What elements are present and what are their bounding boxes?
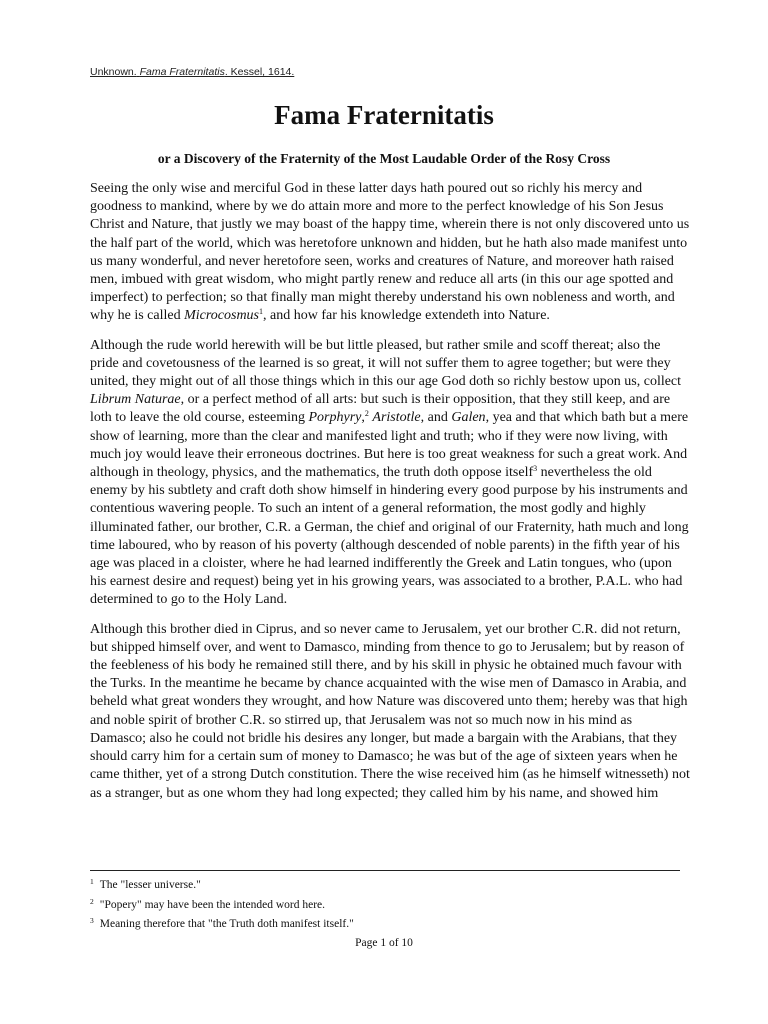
footnote-number: 2 (90, 896, 94, 906)
source-title: Fama Fraternitatis (139, 66, 225, 78)
footnote-number: 1 (90, 877, 94, 886)
source-author: Unknown. (90, 66, 137, 78)
document-subtitle: or a Discovery of the Fraternity of the Most Laudable Order of the Rosy Cross (157, 151, 611, 166)
name-aristotle: Aristotle (372, 410, 421, 426)
footnote-1 (90, 876, 690, 896)
footnote-text: The "lesser universe." (99, 879, 201, 891)
footnote-text: "Popery" may have been the intended word here. (99, 898, 326, 911)
paragraph-2: Although the rude world herewith will be but little pleased, but rather smile and scoff thereat; also the pride and covetousness of the learned is so great, it will not suffer them to agree together; but were they united, they might out of all those things which in this our age God doth so richly bestow upon us, collect Librum Naturae, or a perfect method of all arts: but such is their opposition, that they still keep, and are loth to leave the old course, esteeming Porphyry,$^2$ Aristotle, and Galen, yea and that which bath but a mere show of learning, more than the clear and manifested light and truth; who if they were now living, with much joy would leave their erroneous doctrines. But here is too great weakness for such a great work. And although in theology, physics, and the mathematics, the truth doth oppose itself$^3$ nevertheless the old enemy by his subtlety and craft doth show himself in hindering every good purpose by his instruments and contentious wavering people. To such an intent of a general reformation, the most godly and highly illuminated father, our brother, C.R. a German, the chief and original of our Fraternity, hath much and long time laboured, who by reason of his poverty (although descended of noble parents) in the fifth year of his age was placed in a cloister, where he had learned indifferently the Greek and Latin tongues, who (upon his earnest desire and request) being yet in his growing years, was associated to a brother, P.A.L. who had determined to go to the Holy Land. (90, 337, 689, 608)
footnote-ref-2[interactable]: 2 (364, 409, 369, 419)
document-title: Fama Fraternitatis (274, 100, 494, 130)
footnotes (90, 876, 690, 935)
page-number: Page 1 of 10 (355, 937, 413, 949)
term-microcosmus: Microcosmus (184, 308, 260, 324)
footnote-3 (90, 915, 690, 935)
source-publication: . Kessel, 1614. (224, 66, 295, 78)
document-body (90, 180, 690, 814)
source-citation (90, 66, 294, 78)
footnote-ref-3[interactable]: 3 (533, 464, 538, 474)
footnote-ref-1[interactable]: 1 (259, 307, 264, 317)
name-galen: Galen (451, 410, 486, 426)
footnote-divider (90, 870, 680, 871)
paragraph-3: Although this brother died in Ciprus, and so never came to Jerusalem, yet our brother C.R. did not return, but shipped himself over, and went to Damasco, minding from thence to go to Jerusalem; but by reason of the feebleness of his body he remained still there, and by his skill in physic he obtained much favour with the Turks. In the meantime he became by chance acquainted with the wise men of Damasco in Arabia, and beheld what great wonders they wrought, and how Nature was discovered unto them; hereby was that high and noble spirit of brother C.R. so stirred up, that Jerusalem was not so much now in his mind as Damasco; also he could not bridle his desires any longer, but made a bargain with the Arabians, that they should carry him for a certain sum of money to Damasco; he was but of the age of sixteen years when he came thither, yet of a strong Dutch constitution. There the wise received him (as he himself witnesseth) not as a stranger, but as one whom they had long expected; they called him by his name, and showed him (90, 621, 690, 801)
footnote-number: 3 (90, 916, 94, 925)
footnote-2 (90, 896, 690, 916)
term-librum-naturae: Librum Naturae (90, 392, 181, 408)
name-porphyry: Porphyry (308, 410, 362, 426)
footnote-text: Meaning therefore that "the Truth doth manifest itself." (99, 918, 354, 930)
paragraph-1: Seeing the only wise and merciful God in these latter days hath poured out so richly his mercy and goodness to mankind, where by we do attain more and more to the perfect knowledge of his Son Jesus Christ and Nature, that justly we may boast of the happy time, wherein there is not only discovered unto us the half part of the world, which was heretofore unknown and hidden, but he hath also made manifest unto us many wonderful, and never heretofore seen, works and creatures of Nature, and moreover hath raised men, imbued with great wisdom, who might partly renew and reduce all arts (in this our age spotted and imperfect) to perfection; so that finally man might thereby understand his own nobleness and worth, and why he is called Microcosmus$^1$, and how far his knowledge extendeth into Nature. (90, 181, 690, 324)
